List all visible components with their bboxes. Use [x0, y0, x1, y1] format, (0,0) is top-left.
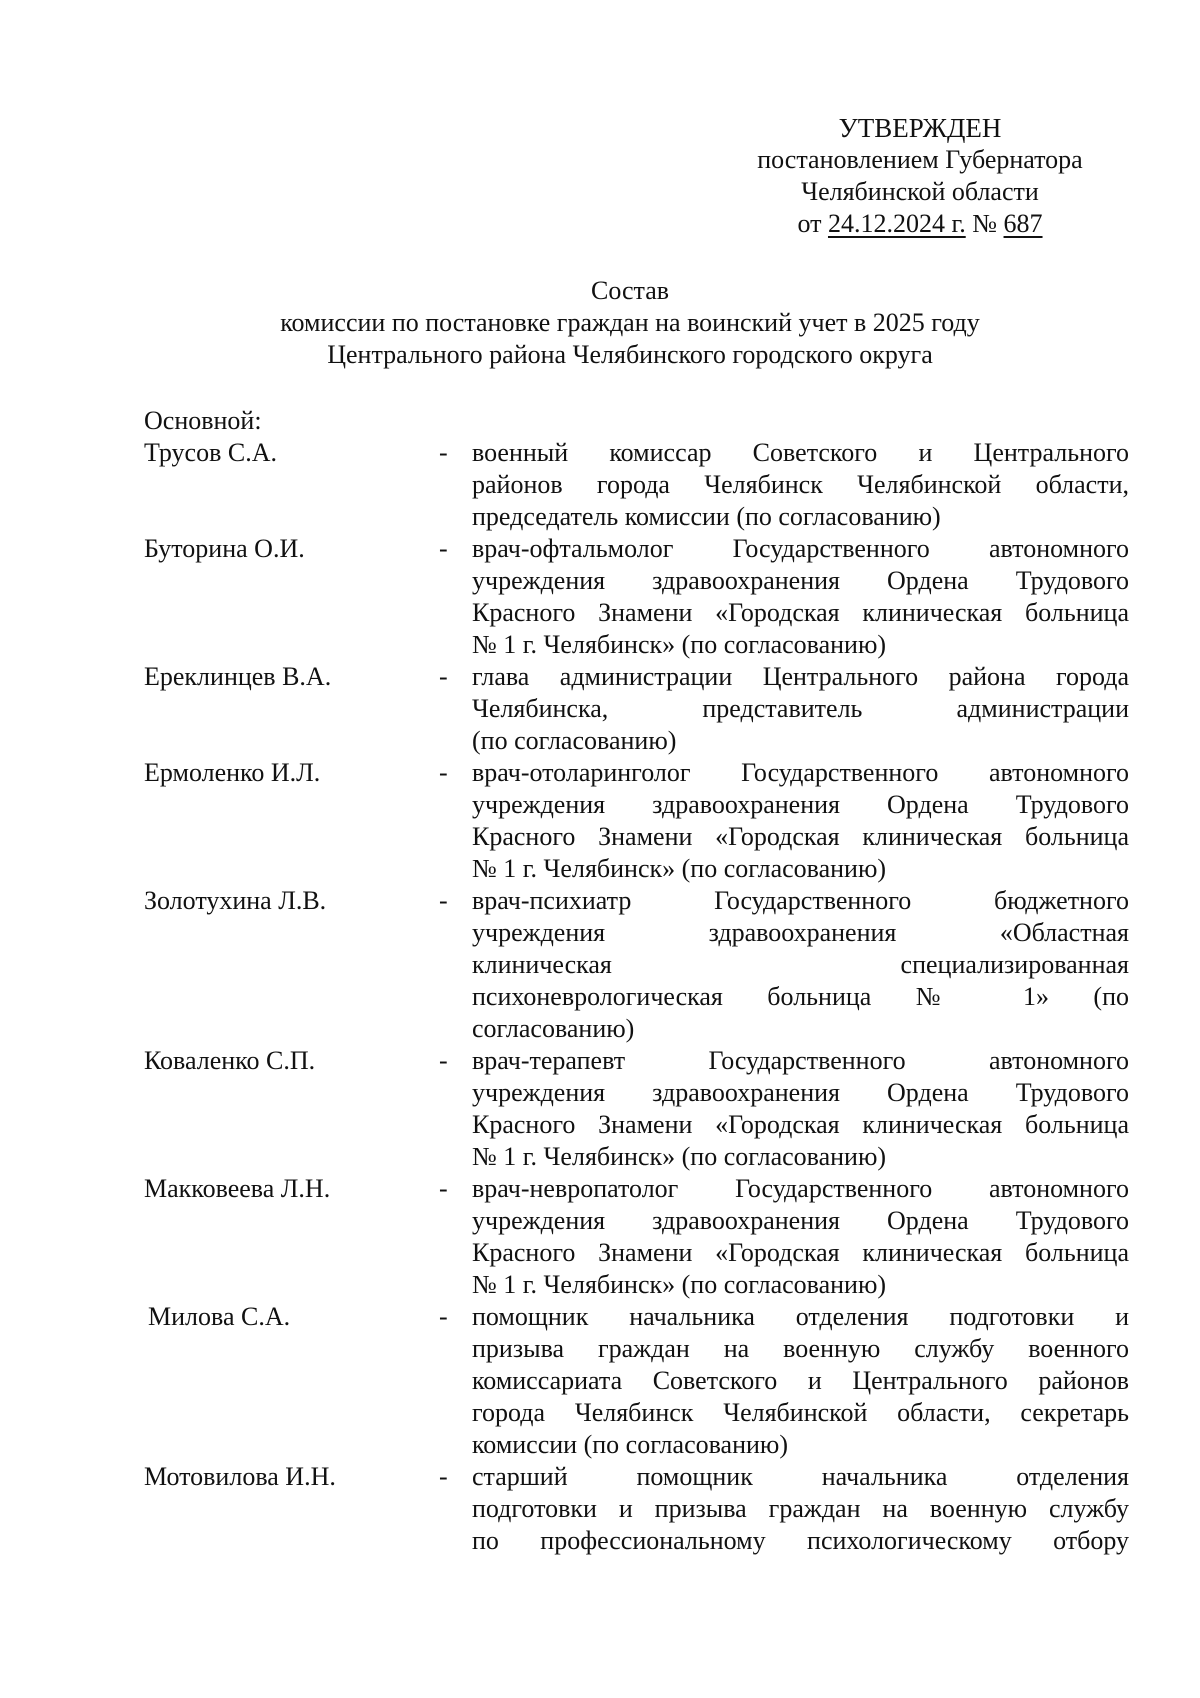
member-dash: -	[439, 758, 448, 787]
member-role-line: учреждения здравоохранения Ордена Трудового	[472, 790, 1129, 819]
member-role-line: помощник начальника отделения подготовки и	[472, 1302, 1129, 1331]
member-dash: -	[439, 886, 448, 915]
member-role-line: клиническая специализированная	[472, 950, 1129, 979]
member-row	[144, 1173, 1129, 1301]
member-role	[472, 533, 1129, 661]
member-role-line: военный комиссар Советского и Центрального	[472, 438, 1129, 467]
member-dash: -	[439, 662, 448, 691]
member-role-line: Красного Знамени «Городская клиническая больница	[472, 1110, 1129, 1139]
member-role-line: врач-невропатолог Государственного автономного	[472, 1174, 1129, 1203]
member-role-line: Красного Знамени «Городская клиническая больница	[472, 822, 1129, 851]
member-role-line: врач-психиатр Государственного бюджетного	[472, 886, 1129, 915]
member-role-line: комиссариата Советского и Центрального районов	[472, 1366, 1129, 1395]
title-line-1: Состав	[590, 276, 670, 305]
member-role-line: № 1 г. Челябинск» (по согласованию)	[472, 1270, 887, 1299]
member-dash: -	[439, 1462, 448, 1491]
member-role-line: врач-терапевт Государственного автономного	[472, 1046, 1129, 1075]
member-role-line: врач-отоларинголог Государственного автономного	[472, 758, 1129, 787]
approval-heading: УТВЕРЖДЕН	[838, 113, 1002, 143]
title-line-3: Центрального района Челябинского городского округа	[327, 340, 933, 369]
member-role-line: районов города Челябинск Челябинской области,	[472, 470, 1129, 499]
approval-line-2: Челябинской области	[801, 177, 1039, 206]
member-role-line: врач-офтальмолог Государственного автономного	[472, 534, 1129, 563]
member-dash: -	[439, 1174, 448, 1203]
document-title	[140, 275, 1120, 371]
member-row	[144, 1301, 1129, 1461]
member-role-line: комиссии (по согласованию)	[472, 1430, 788, 1459]
member-role	[472, 1461, 1129, 1557]
member-name: Мотовилова И.Н.	[144, 1462, 336, 1491]
member-role-line: (по согласованию)	[472, 726, 677, 755]
member-role-line: по профессиональному психологическому отбору	[472, 1526, 1129, 1555]
member-role-line: согласованию)	[472, 1014, 635, 1043]
member-role-line: учреждения здравоохранения Ордена Трудового	[472, 1206, 1129, 1235]
member-role-line: глава администрации Центрального района города	[472, 662, 1129, 691]
member-role-line: старший помощник начальника отделения	[472, 1462, 1129, 1491]
member-role	[472, 885, 1129, 1045]
date-prefix: от	[797, 209, 828, 238]
member-row	[144, 533, 1129, 661]
approval-number: 687	[1003, 209, 1043, 238]
member-name: Трусов С.А.	[144, 438, 277, 467]
number-prefix: №	[965, 209, 1004, 238]
member-row	[144, 1045, 1129, 1173]
member-role-line: учреждения здравоохранения Ордена Трудового	[472, 1078, 1129, 1107]
approval-block	[720, 112, 1120, 240]
member-name: Коваленко С.П.	[144, 1046, 316, 1075]
member-row	[144, 885, 1129, 1045]
section-label: Основной:	[144, 406, 262, 435]
member-role-line: председатель комиссии (по согласованию)	[472, 502, 941, 531]
member-role-line: Челябинска, представитель администрации	[472, 694, 1129, 723]
member-role-line: Красного Знамени «Городская клиническая больница	[472, 598, 1129, 627]
member-row	[144, 437, 1129, 533]
member-role-line: учреждения здравоохранения Ордена Трудового	[472, 566, 1129, 595]
member-role-line: Красного Знамени «Городская клиническая больница	[472, 1238, 1129, 1267]
member-role-line: учреждения здравоохранения «Областная	[472, 918, 1129, 947]
member-name: Золотухина Л.В.	[144, 886, 327, 915]
member-dash: -	[439, 438, 448, 467]
member-role	[472, 1301, 1129, 1461]
member-role-line: № 1 г. Челябинск» (по согласованию)	[472, 1142, 887, 1171]
approval-line-1: постановлением Губернатора	[757, 145, 1083, 174]
member-dash: -	[439, 534, 448, 563]
member-name: Буторина О.И.	[144, 534, 305, 563]
member-name: Ереклинцев В.А.	[144, 662, 332, 691]
member-row	[144, 757, 1129, 885]
member-role-line: психоневрологическая больница № 1» (по	[472, 982, 1129, 1011]
approval-date: 24.12.2024 г.	[827, 209, 966, 238]
member-name: Макковеева Л.Н.	[144, 1174, 331, 1203]
member-role	[472, 437, 1129, 533]
member-role	[472, 661, 1129, 757]
member-row	[144, 661, 1129, 757]
member-role-line: № 1 г. Челябинск» (по согласованию)	[472, 854, 887, 883]
member-role-line: призыва граждан на военную службу военного	[472, 1334, 1129, 1363]
member-role	[472, 757, 1129, 885]
approval-date-line	[720, 208, 1120, 240]
member-dash: -	[439, 1302, 448, 1331]
member-role-line: № 1 г. Челябинск» (по согласованию)	[472, 630, 887, 659]
member-role-line: подготовки и призыва граждан на военную службу	[472, 1494, 1129, 1523]
member-row	[144, 1461, 1129, 1557]
member-role-line: города Челябинск Челябинской области, секретарь	[472, 1398, 1129, 1427]
title-line-2: комиссии по постановке граждан на воинский учет в 2025 году	[280, 308, 980, 337]
members-list	[144, 437, 1129, 1557]
member-dash: -	[439, 1046, 448, 1075]
member-name: Ермоленко И.Л.	[144, 758, 321, 787]
member-role	[472, 1045, 1129, 1173]
member-role	[472, 1173, 1129, 1301]
member-name: Милова С.А.	[148, 1302, 291, 1331]
